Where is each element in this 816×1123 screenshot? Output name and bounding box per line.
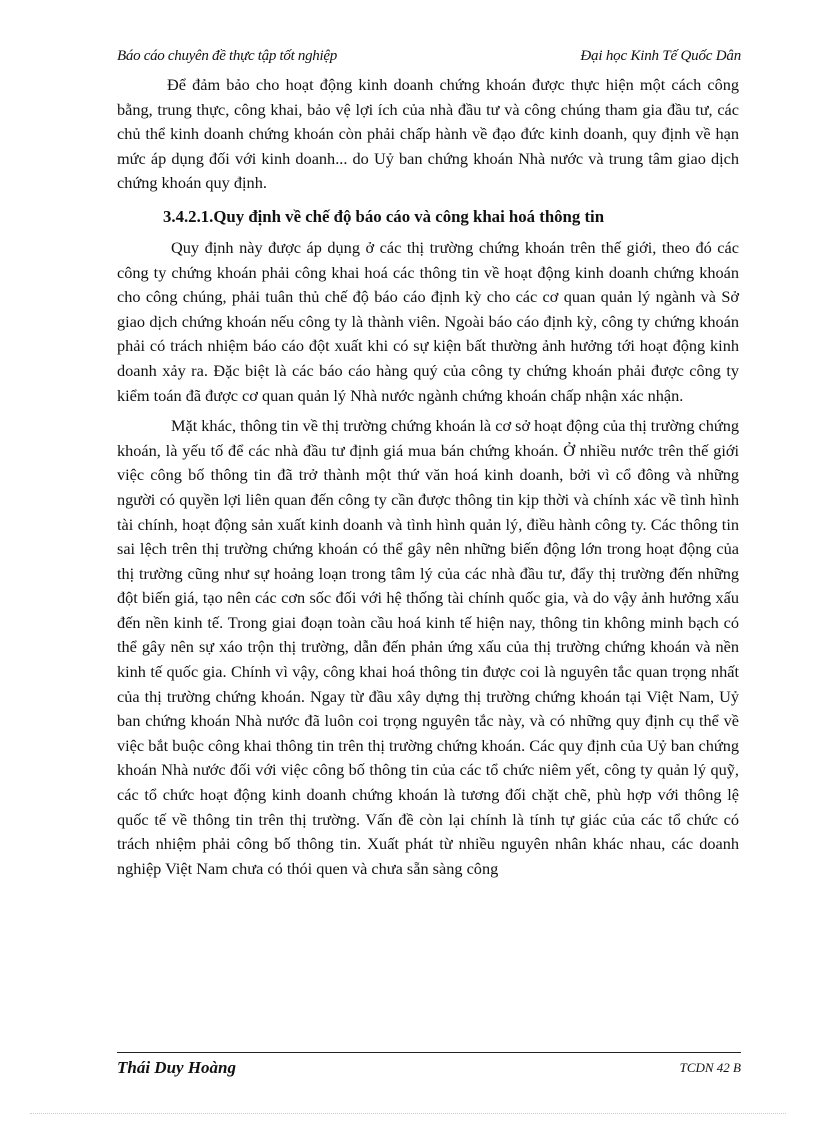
document-body (117, 73, 739, 881)
page-edge-divider (30, 1113, 786, 1114)
page-header (117, 44, 741, 74)
paragraph-information-disclosure: Mặt khác, thông tin về thị trường chứng khoán là cơ sở hoạt động của thị trường chứng khoán, là yếu tố để các nhà đầu tư định giá mua bán chứng khoán. Ở nhiều nước trên thế giới việc công bố thông tin đã trở thành một thứ văn hoá kinh doanh, bởi vì cổ đông và những người có quyền lợi liên quan đến công ty cần được thông tin kịp thời và chính xác về tình hình tài chính, hoạt động sản xuất kinh doanh và tình hình quản lý, điều hành công ty. Các thông tin sai lệch trên thị trường chứng khoán có thể gây nên những biến động lớn trong hoạt động của thị trường cũng như sự hoảng loạn trong tâm lý của các nhà đầu tư, đẩy thị trường đến những đột biến giá, tạo nên các cơn sốc đối với hệ thống tài chính quốc gia, và do vậy ảnh hưởng xấu đến nền kinh tế. Trong giai đoạn toàn cầu hoá kinh tế hiện nay, thông tin không minh bạch có thể gây nên sự xáo trộn thị trường, dẫn đến phản ứng xấu của thị trường chứng khoán và nền kinh tế quốc gia. Chính vì vậy, công khai hoá thông tin được coi là nguyên tắc quan trọng nhất của thị trường chứng khoán. Ngay từ đầu xây dựng thị trường chứng khoán tại Việt Nam, Uỷ ban chứng khoán Nhà nước đã luôn coi trọng nguyên tắc này, và có những quy định cụ thể về việc bắt buộc công khai thông tin trên thị trường chứng khoán. Các quy định của Uỷ ban chứng khoán Nhà nước đối với việc công bố thông tin của các tổ chức niêm yết, công ty quản lý quỹ, các tổ chức hoạt động kinh doanh chứng khoán là tương đối chặt chẽ, phù hợp với thông lệ quốc tế về thông tin trên thị trường. Vấn đề còn lại chính là tính tự giác của các tổ chức có trách nhiệm phải công bố thông tin. Xuất phát từ nhiều nguyên nhân khác nhau, các doanh nghiệp Việt Nam chưa có thói quen và chưa sẵn sàng công (117, 416, 740, 878)
footer-author: Thái Duy Hoàng (117, 1058, 237, 1077)
section-heading: 3.4.2.1.Quy định về chế độ báo cáo và công khai hoá thông tin (163, 206, 605, 226)
footer-divider (117, 1052, 741, 1053)
paragraph-reporting-rules: Quy định này được áp dụng ở các thị trường chứng khoán trên thế giới, theo đó các công ty chứng khoán phải công khai hoá các thông tin về hoạt động kinh doanh chứng khoán cho công chúng, phải tuân thủ chế độ báo cáo định kỳ cho các cơ quan quản lý ngành và Sở giao dịch chứng khoán nếu công ty là thành viên. Ngoài báo cáo định kỳ, công ty chứng khoán phải có trách nhiệm báo cáo đột xuất khi có sự kiện bất thường ảnh hưởng tới hoạt động kinh doanh xảy ra. Đặc biệt là các báo cáo hàng quý của công ty chứng khoán phải được công ty kiểm toán đã được cơ quan quản lý Nhà nước ngành chứng khoán chấp nhận xác nhận. (117, 237, 739, 405)
footer-class: TCDN 42 B (679, 1060, 741, 1075)
page-footer (117, 1058, 741, 1084)
header-university: Đại học Kinh Tế Quốc Dân (580, 48, 741, 64)
paragraph-intro: Để đảm bảo cho hoạt động kinh doanh chứng khoán được thực hiện một cách công bằng, trung thực, công khai, bảo vệ lợi ích của nhà đầu tư và công chúng tham gia đầu tư, các chủ thể kinh doanh chứng khoán còn phải chấp hành về đạo đức kinh doanh, quy định về hạn mức áp dụng đối với kinh doanh... do Uỷ ban chứng khoán Nhà nước và trung tâm giao dịch chứng khoán quy định. (117, 75, 739, 193)
header-report-title: Báo cáo chuyên đề thực tập tốt nghiệp (117, 48, 337, 64)
